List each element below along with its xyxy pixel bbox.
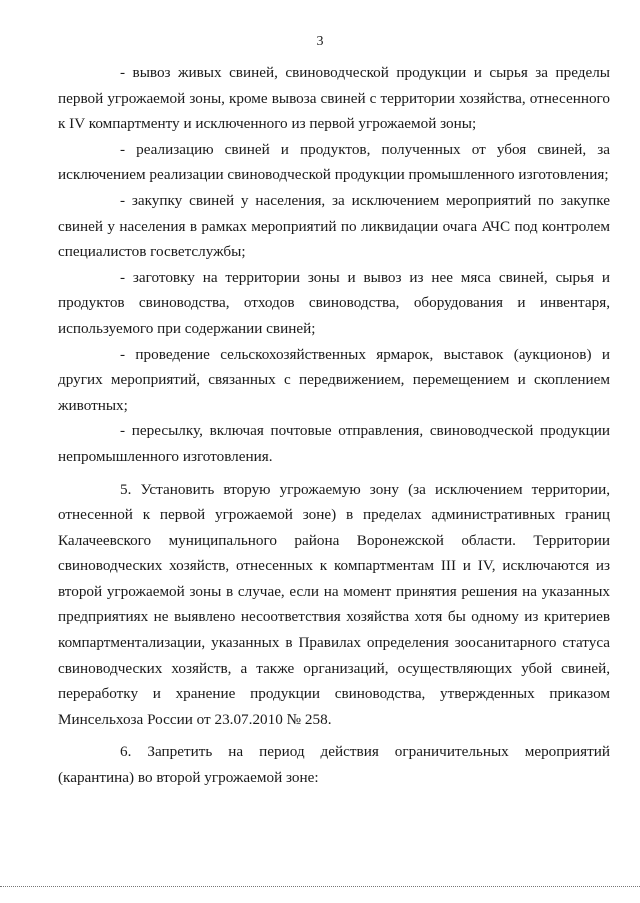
paragraph-sale-ban: - реализацию свиней и продуктов, полученных от убоя свиней, за исключением реализации свиноводческой продукции промышленного изготовления; (58, 140, 610, 184)
paragraph-export-ban: - вывоз живых свиней, свиноводческой продукции и сырья за пределы первой угрожаемой зоны, кроме вывоза свиней с территории хозяйства, отнесенного к IV компартменту и исключенного из первой угрожаемой зоны; (58, 64, 610, 133)
paragraph-item-5: 5. Установить вторую угрожаемую зону (за исключением территории, отнесенной к первой угрожаемой зоне) в пределах административных границ Калачеевского муниципального района Воронежской области. Территории свиноводческих хозяйств, отнесенных к компартментам III и IV, исключаются из второй угрожаемой зоны в случае, если на момент принятия решения на указанных предприятиях не выявлено несоответствия хозяйства хотя бы одному из критериев компартментализации, указанных в Правилах определения зоосанитарного статуса свиноводческих хозяйств, а также организаций, осуществляющих убой свиней, переработку и хранение продукции свиноводства, утвержденных приказом Минсельхоза России от 23.07.2010 № 258. (58, 480, 610, 728)
paragraph-procurement-ban: - заготовку на территории зоны и вывоз из нее мяса свиней, сырья и продуктов свиноводства, отходов свиноводства, оборудования и инвентаря, используемого при содержании свиней; (58, 268, 610, 337)
document-body (58, 60, 610, 791)
paragraph-item-6: 6. Запретить на период действия ограничительных мероприятий (карантина) во второй угрожаемой зоне: (58, 743, 610, 787)
paragraph-mail-ban: - пересылку, включая почтовые отправления, свиноводческой продукции непромышленного изготовления. (58, 422, 610, 465)
paragraph-purchase-ban: - закупку свиней у населения, за исключением мероприятий по закупке свиней у населения в рамках мероприятий по ликвидации очага АЧС под контролем специалистов госветслужбы; (58, 191, 610, 261)
page-bottom-rule (0, 886, 640, 887)
page-number: 3 (316, 34, 324, 49)
paragraph-fairs-ban: - проведение сельскохозяйственных ярмарок, выставок (аукционов) и других мероприятий, связанных с передвижением, перемещением и скоплением животных; (58, 345, 610, 414)
